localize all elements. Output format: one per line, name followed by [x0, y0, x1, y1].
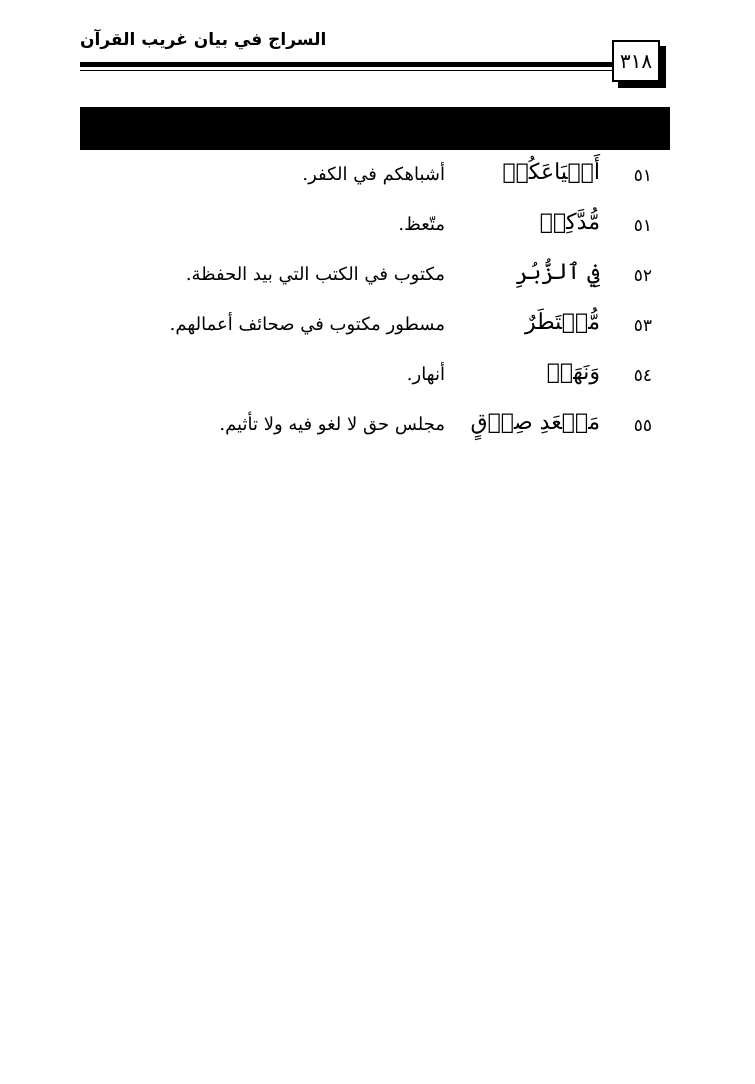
word-meaning: أنهار. — [406, 364, 445, 385]
verse-number: ٥٥ — [633, 416, 652, 436]
word-meaning: أشباهكم في الكفر. — [302, 164, 445, 185]
page-number: ٣١٨ — [612, 40, 660, 82]
word-meaning: مكتوب في الكتب التي بيد الحفظة. — [185, 264, 445, 285]
quranic-word: مَقۡعَدِ صِدۡقٍ — [470, 410, 600, 435]
quranic-word: فِي ٱلزُّبُرِ — [515, 260, 600, 285]
glossary-entry — [80, 358, 670, 408]
verse-number: ٥٣ — [633, 316, 652, 336]
quranic-word: وَنَهَرٖ — [546, 360, 600, 385]
quranic-word: أَشۡيَاعَكُمۡ — [502, 160, 600, 185]
glossary-entry — [80, 258, 670, 308]
glossary-list — [80, 158, 670, 458]
section-header-band — [80, 107, 670, 150]
verse-number: ٥١ — [633, 216, 652, 236]
quranic-word: مُّدَّكِرٖ — [539, 210, 600, 235]
header-rule-thin — [80, 70, 612, 71]
word-meaning: مجلس حق لا لغو فيه ولا تأثيم. — [219, 414, 445, 435]
word-meaning: متّعظ. — [398, 214, 445, 235]
header-rule-thick — [80, 62, 612, 67]
glossary-entry — [80, 308, 670, 358]
verse-number: ٥٢ — [633, 266, 652, 286]
verse-number: ٥١ — [633, 166, 652, 186]
verse-number: ٥٤ — [633, 366, 652, 386]
word-meaning: مسطور مكتوب في صحائف أعمالهم. — [169, 314, 445, 335]
glossary-entry — [80, 208, 670, 258]
quranic-word: مُّسۡتَطَرٌ — [524, 310, 600, 335]
glossary-entry — [80, 158, 670, 208]
book-title: السراج في بيان غريب القرآن — [80, 30, 327, 50]
glossary-entry — [80, 408, 670, 458]
